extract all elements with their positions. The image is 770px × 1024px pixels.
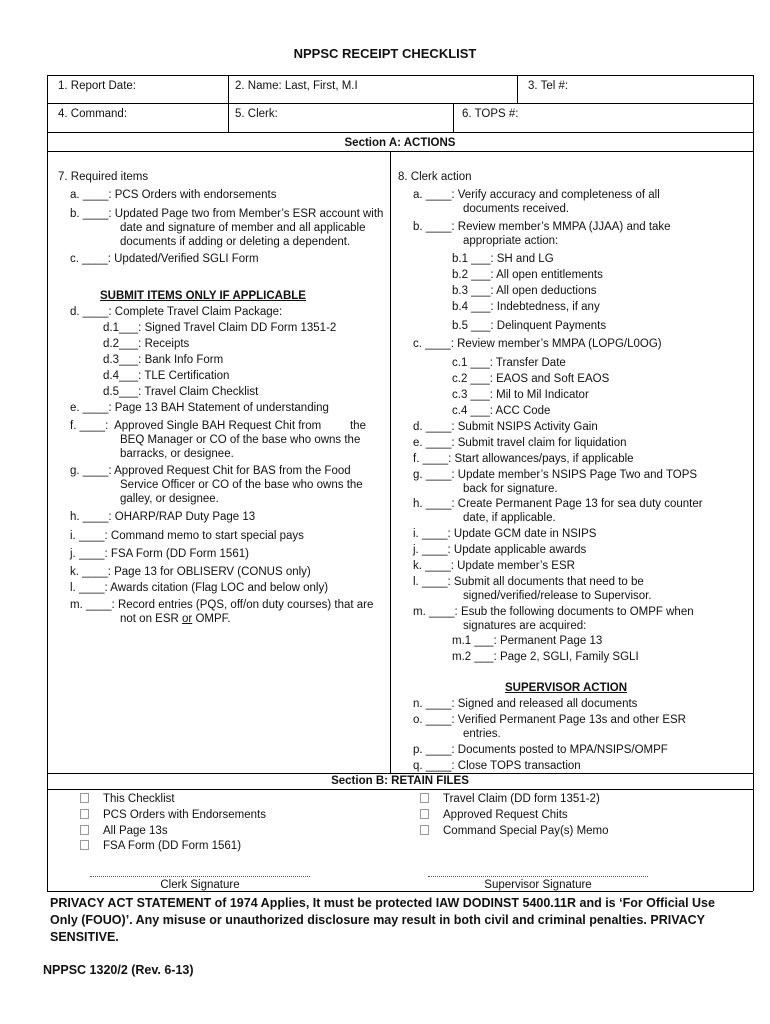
- list-item: j. ____: Update applicable awards: [413, 544, 587, 556]
- clerk-action-heading: 8. Clerk action: [398, 171, 472, 183]
- list-item: g. ____: Approved Request Chit for BAS from the Food: [70, 465, 351, 477]
- submit-if-applicable-heading: SUBMIT ITEMS ONLY IF APPLICABLE: [100, 290, 306, 302]
- grid-line: [47, 773, 753, 774]
- tops-field[interactable]: 6. TOPS #:: [462, 108, 519, 120]
- clerk-signature-line[interactable]: [90, 876, 310, 877]
- name-field[interactable]: 2. Name: Last, First, M.I: [235, 80, 358, 92]
- retain-label: Command Special Pay(s) Memo: [443, 825, 609, 837]
- retain-item[interactable]: [420, 793, 600, 805]
- list-item-cont: barracks, or designee.: [120, 448, 234, 460]
- list-item-cont: date and signature of member and all applicable: [120, 222, 366, 234]
- text-part: OMPF.: [192, 613, 231, 625]
- retain-label: FSA Form (DD Form 1561): [103, 840, 242, 852]
- section-a-heading: Section A: ACTIONS: [344, 137, 456, 149]
- supervisor-action-heading: SUPERVISOR ACTION: [505, 682, 628, 694]
- list-item: b.5 ___: Delinquent Payments: [452, 320, 607, 332]
- list-item: a. ____: Verify accuracy and completeness of all: [413, 189, 660, 201]
- grid-line: [47, 75, 48, 891]
- list-item: b. ____: Review member’s MMPA (JJAA) and take: [413, 221, 671, 233]
- list-item: l. ____: Submit all documents that need to be: [413, 576, 644, 588]
- clerk-field[interactable]: 5. Clerk:: [235, 108, 278, 120]
- section-b-heading: Section B: RETAIN FILES: [331, 775, 469, 787]
- checkbox[interactable]: [420, 809, 429, 819]
- checkbox[interactable]: [80, 809, 89, 819]
- report-date-field[interactable]: 1. Report Date:: [58, 80, 136, 92]
- retain-item[interactable]: [420, 825, 609, 837]
- list-item: c.1 ___: Transfer Date: [452, 357, 566, 369]
- list-item: o. ____: Verified Permanent Page 13s and other ESR: [413, 714, 686, 726]
- list-item: c.4 ___: ACC Code: [452, 405, 551, 417]
- list-item: q. ____: Close TOPS transaction: [413, 760, 581, 772]
- checkbox[interactable]: [420, 825, 429, 835]
- grid-line: [47, 132, 753, 133]
- list-item-cont: galley, or designee.: [120, 493, 219, 505]
- list-item: i. ____: Update GCM date in NSIPS: [413, 528, 597, 540]
- list-item-cont: BEQ Manager or CO of the base who owns the: [120, 434, 361, 446]
- clerk-signature-label: Clerk Signature: [160, 879, 240, 891]
- list-item: g. ____: Update member’s NSIPS Page Two and TOPS: [413, 469, 698, 481]
- list-item-cont: documents if adding or deleting a dependent.: [120, 236, 351, 248]
- retain-item[interactable]: [80, 840, 241, 852]
- list-item: d.5___: Travel Claim Checklist: [103, 386, 259, 398]
- grid-line: [517, 75, 518, 103]
- retain-label: PCS Orders with Endorsements: [103, 809, 266, 821]
- tel-field[interactable]: 3. Tel #:: [528, 80, 569, 92]
- list-item-cont: signatures are acquired:: [463, 620, 587, 632]
- list-item: l. ____: Awards citation (Flag LOC and below only): [70, 582, 329, 594]
- grid-line: [47, 103, 753, 104]
- checkbox[interactable]: [80, 840, 89, 850]
- list-item: b.3 ___: All open deductions: [452, 285, 597, 297]
- list-item: b. ____: Updated Page two from Member’s ESR account with: [70, 208, 384, 220]
- retain-label: Travel Claim (DD form 1351-2): [443, 793, 600, 805]
- list-item: f. ____: Approved Single BAH Request Chit from the: [70, 420, 366, 432]
- list-item-cont: Service Officer or CO of the base who owns the: [120, 479, 363, 491]
- retain-item[interactable]: [80, 809, 266, 821]
- grid-line: [753, 75, 754, 891]
- list-item: k. ____: Update member’s ESR: [413, 560, 575, 572]
- list-item: d. ____: Complete Travel Claim Package:: [70, 306, 283, 318]
- list-item: j. ____: FSA Form (DD Form 1561): [70, 548, 249, 560]
- retain-label: This Checklist: [103, 793, 175, 805]
- retain-label: Approved Request Chits: [443, 809, 568, 821]
- list-item: c. ____: Updated/Verified SGLI Form: [70, 253, 259, 265]
- grid-line: [453, 103, 454, 132]
- text-part: not on ESR: [120, 613, 183, 625]
- text-part: or: [182, 613, 193, 625]
- supervisor-signature-line[interactable]: [428, 876, 648, 877]
- form-number: NPPSC 1320/2 (Rev. 6-13): [43, 963, 194, 977]
- list-item: d. ____: Submit NSIPS Activity Gain: [413, 421, 598, 433]
- list-item-cont: appropriate action:: [463, 235, 559, 247]
- list-item: d.1___: Signed Travel Claim DD Form 1351-2: [103, 322, 337, 334]
- list-item: f. ____: Start allowances/pays, if applicable: [413, 453, 634, 465]
- command-field[interactable]: 4. Command:: [58, 108, 128, 120]
- list-item: e. ____: Page 13 BAH Statement of understanding: [70, 402, 329, 414]
- list-item: p. ____: Documents posted to MPA/NSIPS/OMPF: [413, 744, 668, 756]
- retain-item[interactable]: [80, 793, 175, 805]
- privacy-statement: PRIVACY ACT STATEMENT of 1974 Applies, It must be protected IAW DODINST 5400.11R and is ‘For Official Use Only (FOUO)’. Any misuse or unauthorized disclosure may result in both civil and criminal penalties. PRIVACY SENSITIVE.: [50, 896, 715, 944]
- list-item: b.2 ___: All open entitlements: [452, 269, 603, 281]
- grid-line: [47, 789, 753, 790]
- list-item: h. ____: Create Permanent Page 13 for sea duty counter: [413, 498, 703, 510]
- list-item-cont: entries.: [463, 728, 501, 740]
- grid-line: [228, 75, 229, 132]
- list-item-cont: [120, 613, 231, 625]
- list-item: e. ____: Submit travel claim for liquidation: [413, 437, 627, 449]
- list-item: d.3___: Bank Info Form: [103, 354, 224, 366]
- list-item: c.2 ___: EAOS and Soft EAOS: [452, 373, 610, 385]
- page-title: NPPSC RECEIPT CHECKLIST: [293, 46, 477, 61]
- list-item: m. ____: Record entries (PQS, off/on duty courses) that are: [70, 599, 374, 611]
- list-item-cont: date, if applicable.: [463, 512, 556, 524]
- retain-item[interactable]: [80, 825, 168, 837]
- list-item: m.2 ___: Page 2, SGLI, Family SGLI: [452, 651, 639, 663]
- checkbox[interactable]: [80, 825, 89, 835]
- checkbox[interactable]: [80, 793, 89, 803]
- grid-line: [47, 151, 753, 152]
- list-item: m. ____: Esub the following documents to OMPF when: [413, 606, 694, 618]
- list-item: d.2___: Receipts: [103, 338, 190, 350]
- list-item: n. ____: Signed and released all documents: [413, 698, 638, 710]
- retain-label: All Page 13s: [103, 825, 168, 837]
- list-item: i. ____: Command memo to start special pays: [70, 530, 304, 542]
- checkbox[interactable]: [420, 793, 429, 803]
- list-item: m.1 ___: Permanent Page 13: [452, 635, 603, 647]
- list-item: c.3 ___: Mil to Mil Indicator: [452, 389, 589, 401]
- list-item: k. ____: Page 13 for OBLISERV (CONUS only): [70, 566, 311, 578]
- grid-line: [47, 75, 753, 76]
- supervisor-signature-label: Supervisor Signature: [484, 879, 592, 891]
- list-item: d.4___: TLE Certification: [103, 370, 230, 382]
- list-item-cont: back for signature.: [463, 483, 558, 495]
- required-items-heading: 7. Required items: [58, 171, 149, 183]
- grid-line: [390, 151, 391, 773]
- list-item-cont: documents received.: [463, 203, 570, 215]
- retain-item[interactable]: [420, 809, 568, 821]
- list-item: a. ____: PCS Orders with endorsements: [70, 189, 277, 201]
- list-item: b.1 ___: SH and LG: [452, 253, 554, 265]
- list-item: h. ____: OHARP/RAP Duty Page 13: [70, 511, 256, 523]
- list-item-cont: signed/verified/release to Supervisor.: [463, 590, 652, 602]
- list-item: b.4 ___: Indebtedness, if any: [452, 301, 600, 313]
- grid-line: [47, 891, 753, 892]
- list-item: c. ____: Review member’s MMPA (LOPG/L0OG): [413, 338, 662, 350]
